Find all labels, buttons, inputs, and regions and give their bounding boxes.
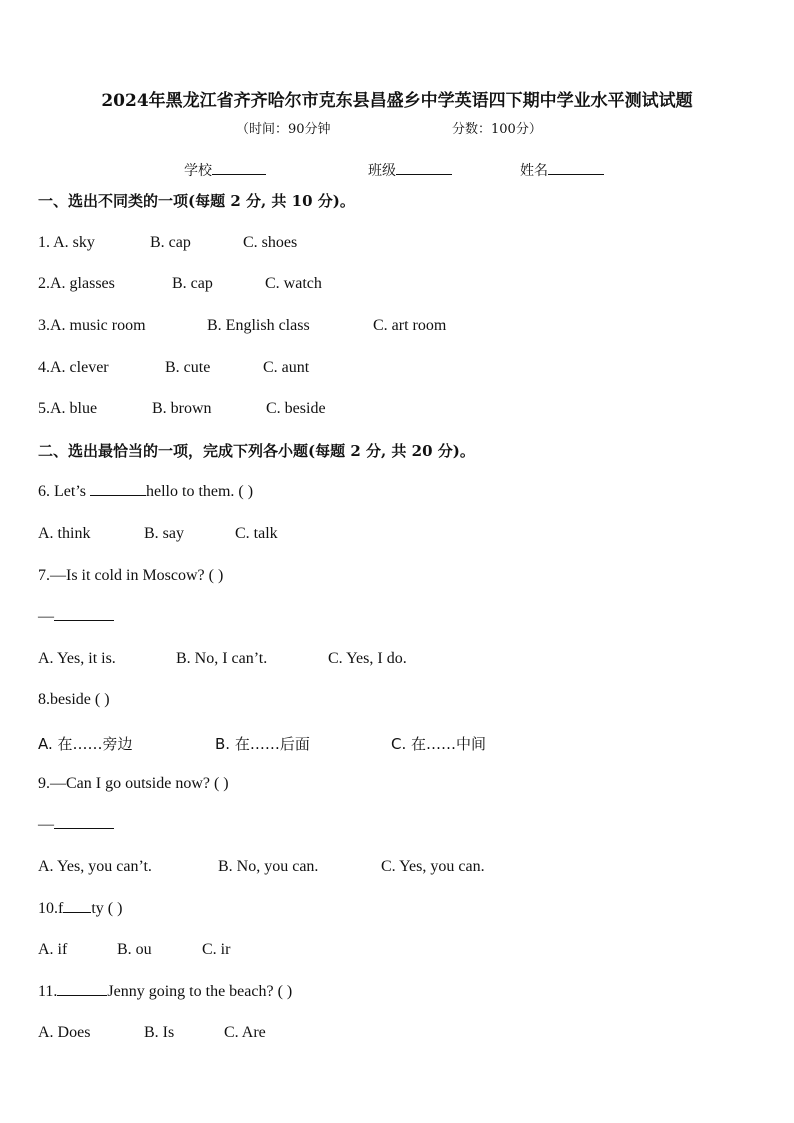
question-6-option-a: A. think [38,525,91,542]
question-7-stem: 7.—Is it cold in Moscow? ( ) [38,567,224,584]
question-10-pre: 10.f [38,900,64,917]
question-11-blank[interactable] [57,983,107,996]
question-10-stem [38,900,122,918]
question-10-option-a: A. if [38,941,68,958]
question-3-option-c: C. art room [373,317,447,334]
exam-score: 分数：100分） [452,122,542,137]
question-8-option-a: A. 在……旁边 [38,735,133,753]
question-6-option-c: C. talk [235,525,278,542]
question-8-stem: 8.beside ( ) [38,691,110,708]
question-4-option-c: C. aunt [263,359,310,376]
question-2-option-b: B. cap [172,275,213,292]
question-1-option-a: 1. A. sky [38,234,95,251]
question-9-option-a: A. Yes, you can’t. [38,858,152,875]
question-9-blank[interactable] [54,816,114,829]
question-3-option-b: B. English class [207,317,310,334]
class-label: 班级 [368,163,396,179]
question-6-blank[interactable] [90,483,146,496]
question-4-option-b: B. cute [165,359,211,376]
question-7-option-a: A. Yes, it is. [38,650,116,667]
name-field [520,160,604,180]
name-blank[interactable] [548,160,604,175]
question-5-option-a: 5.A. blue [38,400,98,417]
question-9-answer-line [38,816,114,834]
question-7-option-c: C. Yes, I do. [328,650,407,667]
name-label: 姓名 [520,163,548,179]
question-10-option-b: B. ou [117,941,152,958]
question-11-stem [38,983,292,1001]
question-7-dash: — [38,608,54,625]
question-9-option-b: B. No, you can. [218,858,319,875]
question-7-option-b: B. No, I can’t. [176,650,268,667]
question-7-blank[interactable] [54,608,114,621]
section-1-heading: 一、选出不同类的一项(每题 2 分, 共 10 分)。 [38,192,355,210]
school-blank[interactable] [212,160,266,175]
question-9-option-c: C. Yes, you can. [381,858,485,875]
question-8-option-b: B. 在……后面 [215,735,310,753]
question-2-option-c: C. watch [265,275,322,292]
question-6-post: hello to them. ( ) [146,483,254,500]
question-7-answer-line [38,608,114,626]
question-5-option-c: C. beside [266,400,326,417]
question-10-post: ty ( ) [91,900,123,917]
question-4-option-a: 4.A. clever [38,359,109,376]
question-11-option-b: B. Is [144,1024,175,1041]
exam-time: （时间：90分钟 [236,122,331,137]
class-blank[interactable] [396,160,452,175]
question-11-option-c: C. Are [224,1024,266,1041]
question-10-option-c: C. ir [202,941,231,958]
class-field [368,160,452,180]
question-5-option-b: B. brown [152,400,212,417]
question-1-option-c: C. shoes [243,234,298,251]
school-field [184,160,266,180]
question-6-option-b: B. say [144,525,184,542]
question-11-post: Jenny going to the beach? ( ) [107,983,293,1000]
question-1-option-b: B. cap [150,234,191,251]
question-2-option-a: 2.A. glasses [38,275,115,292]
question-9-stem: 9.—Can I go outside now? ( ) [38,775,229,792]
question-9-dash: — [38,816,54,833]
question-3-option-a: 3.A. music room [38,317,146,334]
question-11-option-a: A. Does [38,1024,91,1041]
question-6-stem [38,483,253,501]
question-6-pre: 6. Let’s [38,483,90,500]
page-title: 2024年黑龙江省齐齐哈尔市克东县昌盛乡中学英语四下期中学业水平测试试题 [101,91,693,111]
question-11-pre: 11. [38,983,58,1000]
section-2-heading: 二、选出最恰当的一项，完成下列各小题(每题 2 分, 共 20 分)。 [38,442,475,460]
question-10-blank[interactable] [63,900,91,913]
question-8-option-c: C. 在……中间 [391,735,487,753]
school-label: 学校 [184,163,212,179]
